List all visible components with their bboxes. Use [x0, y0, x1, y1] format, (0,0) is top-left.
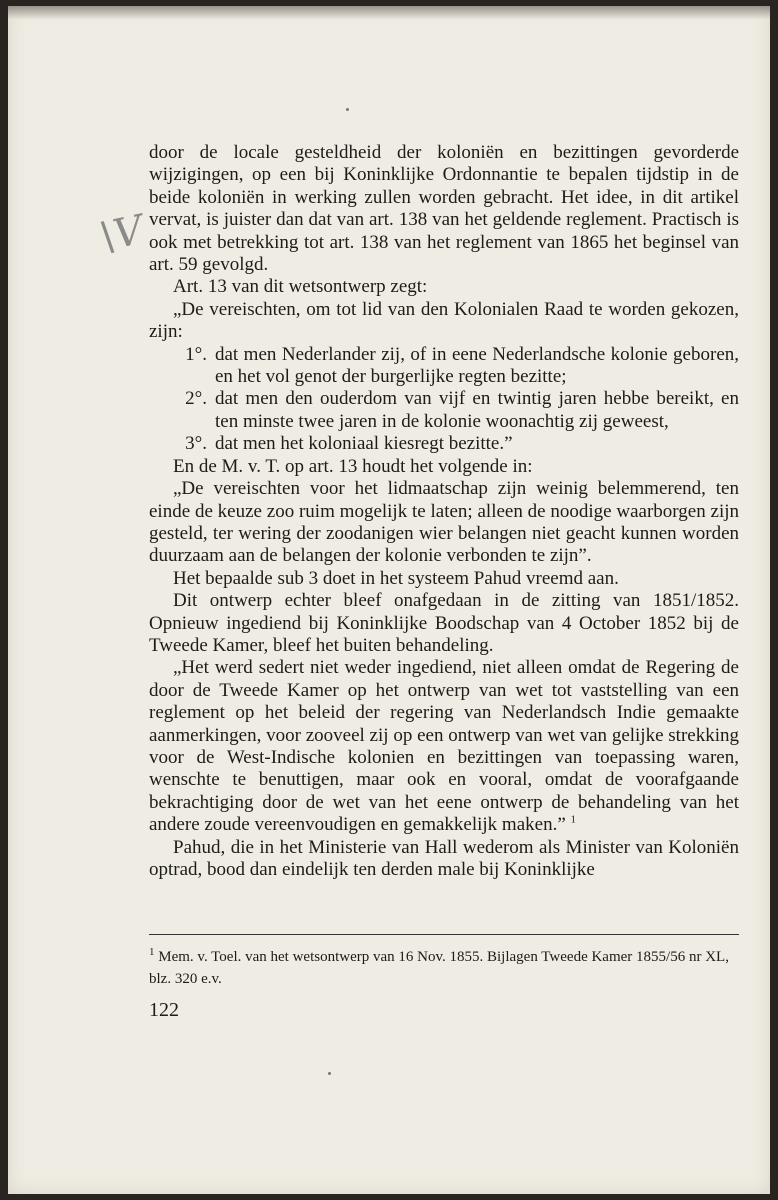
footnote-mark: 1 [149, 946, 155, 958]
footnote [149, 946, 739, 990]
paragraph: Dit ontwerp echter bleef onafgedaan in de zitting van 1851/1852. Opnieuw ingediend bij Koninklijke Boodschap van 4 October 1852 bij de Tweede Kamer, bleef het buiten behandeling. [149, 590, 739, 656]
page-top-shadow [8, 6, 770, 20]
item-number: 3°. [185, 433, 207, 455]
item-text: dat men den ouderdom van vijf en twintig jaren hebbe bereikt, en ten minste twee jaren in de kolonie woonachtig zij geweest, [215, 388, 739, 432]
item-number: 1°. [185, 343, 207, 365]
body-text [149, 142, 739, 881]
pencil-margin-mark: \V [96, 207, 148, 261]
footnote-text: Mem. v. Toel. van het wetsontwerp van 16 Nov. 1855. Bijlagen Tweede Kamer 1855/56 nr XL, blz. 320 e.v. [149, 949, 729, 987]
page-number: 122 [149, 999, 179, 1021]
numbered-item [149, 433, 739, 455]
paragraph: Het bepaalde sub 3 doet in het systeem Pahud vreemd aan. [173, 567, 619, 589]
paragraph [149, 657, 739, 836]
speck [346, 108, 349, 111]
quote-text: „Het werd sedert niet weder ingediend, niet alleen omdat de Regering de door de Tweede Kamer op het ontwerp van wet tot vaststelling van een reglement op het beleid der regering van Nederlandsch Indie gemaakte aanmerkingen, voor zooveel zij op een ontwerp van wet van gelijke strekking voor de West-Indische kolonien en bezittingen van toepassing waren, wenschte te benuttigen, maar ook en vooral, omdat de voorafgaande bekrachtiging door de wet van het eene ontwerp de behandeling van het andere zoude vereenvoudigen en gemakkelijk maken.” [149, 657, 739, 836]
item-number: 2°. [185, 388, 207, 410]
paragraph: Pahud, die in het Ministerie van Hall wederom als Minister van Koloniën optrad, bood dan eindelijk ten derden male bij Koninklijke [149, 836, 739, 880]
footnote-ref: 1 [570, 813, 577, 826]
item-text: dat men het koloniaal kiesregt bezitte.” [215, 433, 513, 455]
paragraph: En de M. v. T. op art. 13 houdt het volgende in: [173, 455, 533, 477]
numbered-item [149, 344, 739, 389]
paragraph: „De vereischten voor het lidmaatschap zijn weinig belemmerend, ten einde de keuze zoo ruim mogelijk te laten; alleen de noodige waarborgen zijn gesteld, ter wering der zoodanigen wier belangen niet geacht kunnen worden duurzaam aan de belangen der kolonie verbonden te zijn”. [149, 478, 739, 567]
item-text: dat men Nederlander zij, of in eene Nederlandsche kolonie geboren, en het vol genot der burgerlijke regten bezitte; [215, 343, 739, 388]
numbered-item [149, 388, 739, 433]
footnote-divider [149, 934, 739, 935]
paragraph: Art. 13 van dit wetsontwerp zegt: [173, 276, 428, 298]
speck [328, 1072, 331, 1075]
paragraph: door de locale gesteldheid der koloniën en bezittingen gevorderde wijzigingen, op een bij Koninklijke Ordonnantie te bepalen tijdstip in de beide koloniën in werking zullen worden gebracht. Het idee, in dit artikel vervat, is juister dan dat van art. 138 van het geldende reglement. Practisch is ook met betrekking tot art. 138 van het reglement van 1865 het beginsel van art. 59 gevolgd. [149, 142, 739, 276]
paragraph: „De vereischten, om tot lid van den Kolonialen Raad te worden gekozen, zijn: [149, 298, 739, 343]
